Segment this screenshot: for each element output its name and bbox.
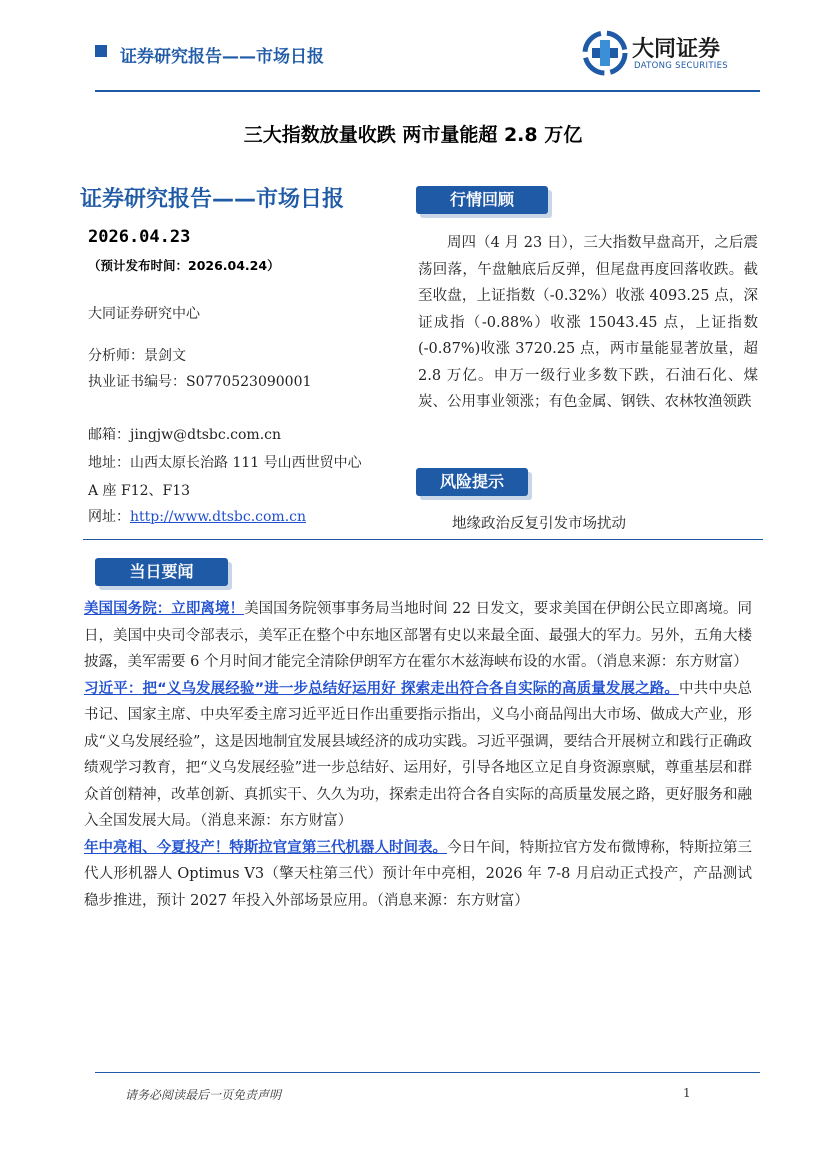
news-item: [84, 676, 752, 835]
website-link[interactable]: http://www.dtsbc.com.cn: [130, 509, 306, 525]
logo-name-en: DATONG SECURITIES: [634, 61, 728, 71]
email-address: 邮箱：jingjw@dtsbc.com.cn: [88, 427, 281, 443]
news-headline[interactable]: 年中亮相、今夏投产！特斯拉官宣第三代机器人时间表。: [84, 839, 448, 856]
news-headline[interactable]: 美国国务院：立即离境！: [84, 601, 245, 617]
market-review-text: 周四（4 月 23 日），三大指数早盘高开，之后震荡回落，午盘触底后反弹，但尾盘再度回落收跌。截至收盘，上证指数（-0.32%）收涨 4093.25 点，深证成指（-0.88%）收涨 15043.45 点，上证指数(-0.87%)收涨 3720.25 点，两市量能显著放量，超 2.8 万亿。申万一级行业多数下跌，石油石化、煤炭、公用事业领涨；有色金属、钢铁、农林牧渔领跌: [418, 235, 758, 410]
address-line-1: 地址：山西太原长治路 111 号山西世贸中心: [88, 455, 362, 471]
news-body: 中共中央总书记、国家主席、中央军委主席习近平近日作出重要指示指出，义乌小商品闯出大市场、做成大产业，形成“义乌发展经验”，这是因地制宜发展县域经济的成功实践。习近平强调，要结合开展树立和践行正确政绩观学习教育，把“义乌发展经验”进一步总结好、运用好，引导各地区立足自身资源禀赋，尊重基层和群众首创精神，改革创新、真抓实干、久久为功，探索走出符合各自实际的高质量发展之路，更好服务和融入全国发展大局。（消息来源：东方财富）: [84, 680, 752, 829]
research-org: 大同证券研究中心: [88, 306, 200, 322]
header-title: 证券研究报告——市场日报: [120, 47, 324, 67]
document-title: 三大指数放量收跌 两市量能超 2.8 万亿: [243, 124, 583, 146]
publish-time: （预计发布时间：2026.04.24）: [88, 258, 280, 273]
news-item: [84, 835, 752, 915]
market-review-label: 行情回顾: [416, 186, 548, 214]
risk-warning-label: 风险提示: [416, 468, 528, 496]
header-square-icon: [95, 45, 107, 57]
daily-news-label: 当日要闻: [95, 558, 228, 586]
news-headline[interactable]: 习近平：把“义乌发展经验”进一步总结好运用好 探索走出符合各自实际的高质量发展之路。: [84, 680, 679, 697]
company-logo: [582, 28, 752, 78]
risk-warning-text: 地缘政治反复引发市场扰动: [452, 516, 626, 532]
logo-mark-icon: [582, 30, 628, 76]
section-divider: [83, 539, 763, 540]
website-row: [88, 506, 306, 526]
logo-name-cn: 大同证券: [632, 37, 721, 62]
certificate-number: 执业证书编号：S0770523090001: [88, 374, 312, 390]
news-body: 今日午间，特斯拉官方发布微博称，特斯拉第三代人形机器人 Optimus V3（擎天柱第三代）预计年中亮相，2026 年 7-8 月启动正式投产，产品测试稳步推进，预计 2027 年投入外部场景应用。（消息来源：东方财富）: [84, 839, 753, 909]
footer-divider: [95, 1072, 760, 1073]
disclaimer-note: 请务必阅读最后一页免责声明: [125, 1088, 282, 1102]
report-type-title: 证券研究报告——市场日报: [80, 187, 345, 212]
website-label: 网址：: [88, 509, 130, 525]
news-body: 美国国务院领事事务局当地时间 22 日发文，要求美国在伊朗公民立即离境。同日，美国中央司令部表示，美军正在整个中东地区部署有史以来最全面、最强大的军力。另外，五角大楼披露，美军需要 6 个月时间才能完全清除伊朗军方在霍尔木兹海峡布设的水雷。（消息来源：东方财富）: [84, 601, 753, 670]
page-number: 1: [683, 1086, 691, 1100]
analyst-name: 分析师：景剑文: [88, 348, 186, 364]
news-list: [84, 596, 752, 914]
report-date: 2026.04.23: [88, 227, 191, 247]
news-item: [84, 596, 752, 676]
header-divider: [95, 90, 760, 92]
address-line-2: A 座 F12、F13: [88, 483, 191, 499]
